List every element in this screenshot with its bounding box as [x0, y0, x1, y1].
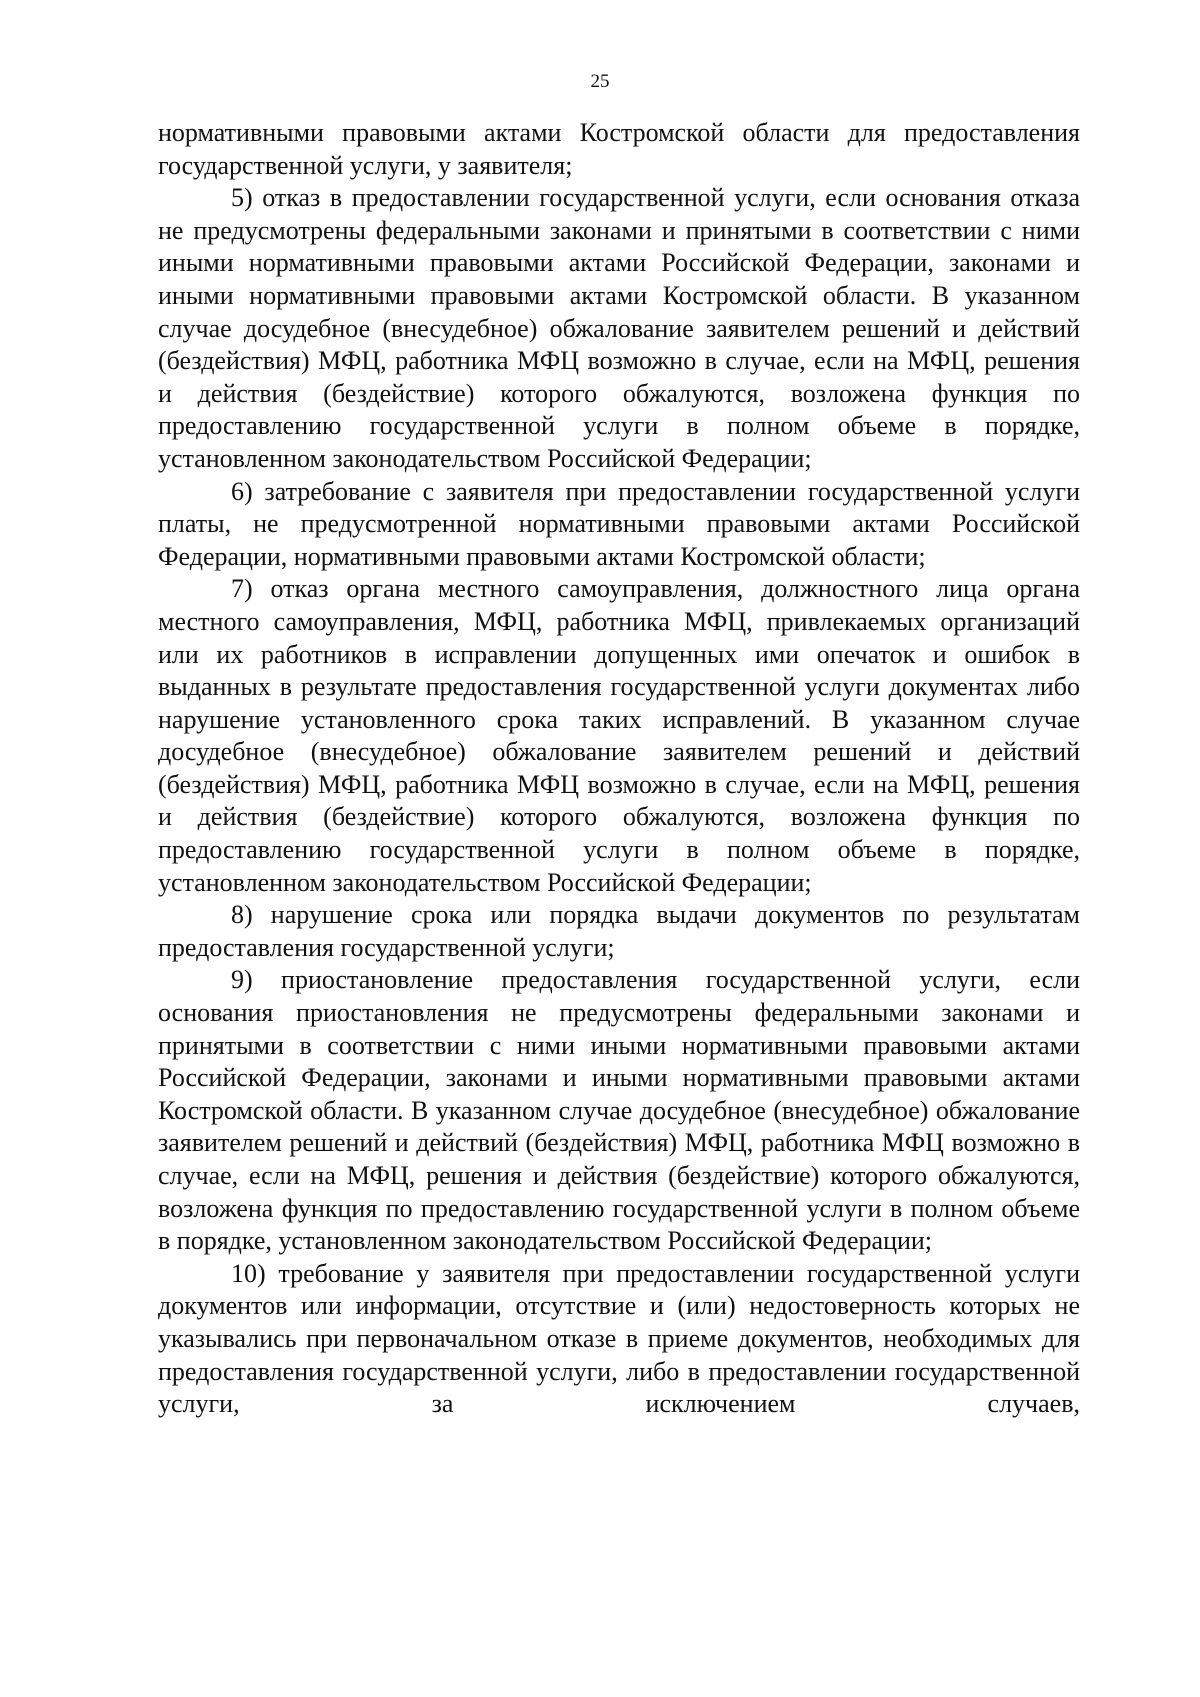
paragraph-item-10: 10) требование у заявителя при предоставлении государственной услуги документов или информации, отсутствие и (или) недостоверность которых не указывались при первоначальном отказе в приеме документов, необходимых для предоставления государственной услуги, либо в предоставлении государственной услуги, за исключением случаев,	[158, 1258, 1080, 1419]
paragraph-continuation: нормативными правовыми актами Костромской области для предоставления государственной услуги, у заявителя;	[158, 118, 1080, 180]
paragraph-item-7: 7) отказ органа местного самоуправления, должностного лица органа местного самоуправления, МФЦ, работника МФЦ, привлекаемых организаций или их работников в исправлении допущенных ими опечаток и ошибок в выданных в результате предоставления государственной услуги документах либо нарушение установленного срока таких исправлений. В указанном случае досудебное (внесудебное) обжалование заявителем решений и действий (бездействия) МФЦ, работника МФЦ возможно в случае, если на МФЦ, решения и действия (бездействие) которого обжалуются, возложена функция по предоставлению государственной услуги в полном объеме в порядке, установленном законодательством Российской Федерации;	[158, 574, 1080, 897]
document-body	[158, 117, 1080, 1421]
paragraph-item-8: 8) нарушение срока или порядка выдачи документов по результатам предоставления государственной услуги;	[158, 900, 1080, 962]
paragraph-item-9: 9) приостановление предоставления государственной услуги, если основания приостановления не предусмотрены федеральными законами и принятыми в соответствии с ними иными нормативными правовыми актами Российской Федерации, законами и иными нормативными правовыми актами Костромской области. В указанном случае досудебное (внесудебное) обжалование заявителем решений и действий (бездействия) МФЦ, работника МФЦ возможно в случае, если на МФЦ, решения и действия (бездействие) которого обжалуются, возложена функция по предоставлению государственной услуги в полном объеме в порядке, установленном законодательством Российской Федерации;	[158, 965, 1080, 1256]
page-number: 25	[590, 71, 610, 92]
paragraph-item-5: 5) отказ в предоставлении государственной услуги, если основания отказа не предусмотрены федеральными законами и принятыми в соответствии с ними иными нормативными правовыми актами Российской Федерации, законами и иными нормативными правовыми актами Костромской области. В указанном случае досудебное (внесудебное) обжалование заявителем решений и действий (бездействия) МФЦ, работника МФЦ возможно в случае, если на МФЦ, решения и действия (бездействие) которого обжалуются, возложена функция по предоставлению государственной услуги в полном объеме в порядке, установленном законодательством Российской Федерации;	[158, 183, 1080, 473]
paragraph-item-6: 6) затребование с заявителя при предоставлении государственной услуги платы, не предусмотренной нормативными правовыми актами Российской Федерации, нормативными правовыми актами Костромской области;	[158, 476, 1080, 571]
